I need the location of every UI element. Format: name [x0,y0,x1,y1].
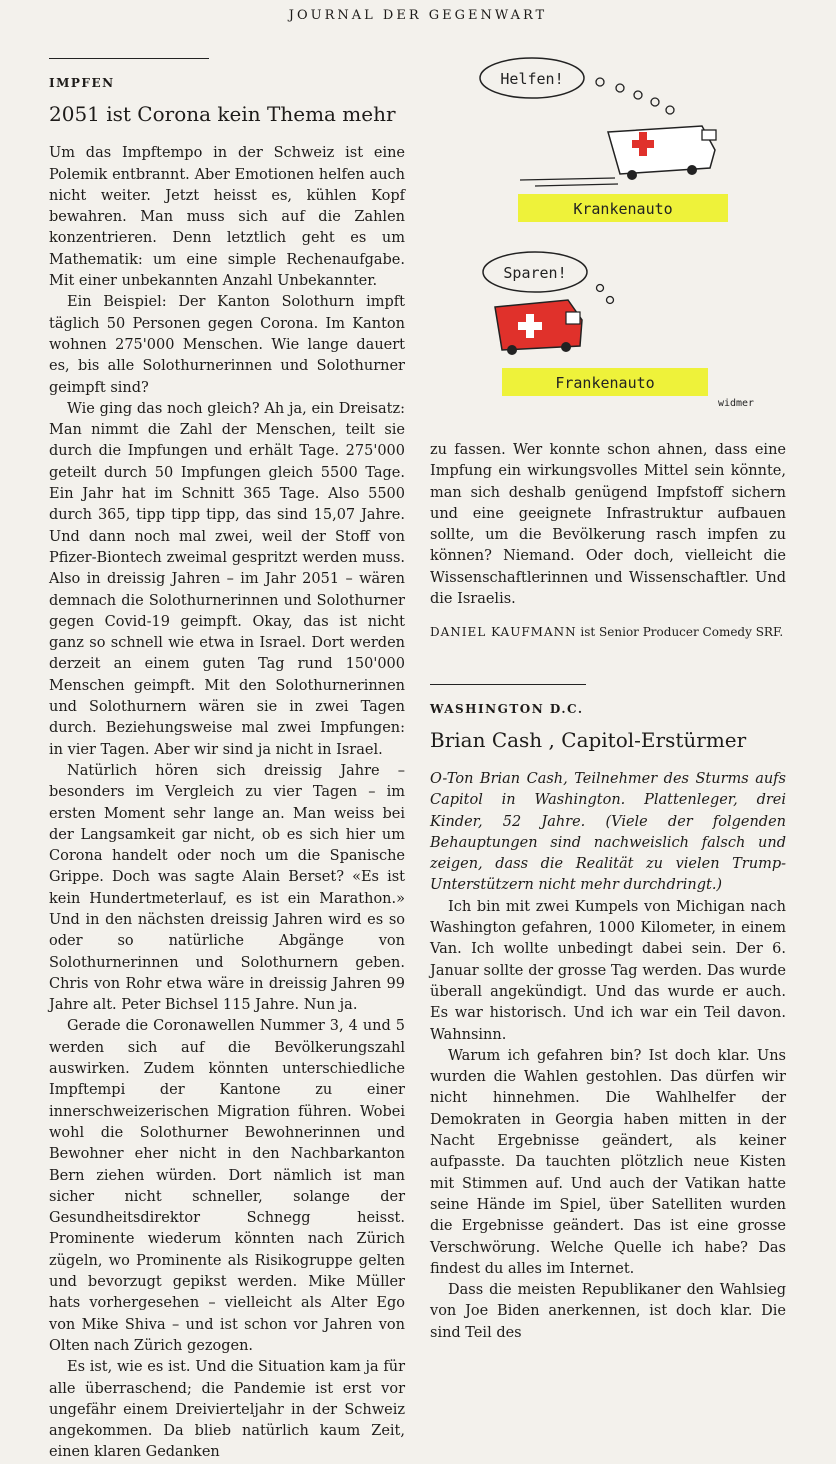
article-kicker: WASHINGTON D.C. [430,701,584,716]
paragraph: Ein Beispiel: Der Kanton Solothurn impft täglich 50 Personen gegen Corona. Im Kanton wohnen 275'000 Menschen. Wie lange dauert es, bis alle Solothurnerinnen und Solothurner geimpft sind? [49,294,405,396]
article-column-right [430,440,786,1344]
paragraph: Gerade die Coronawellen Nummer 3, 4 und 5 werden sich auf die Bevölkerungszahl auswirken. Zudem könnten unterschiedliche Impftempi der Kantone zu einer innerschweizerischen Migration führen. Wobei wohl die Solothurner Bewohnerinnen und Bewohner eher nicht in den Nachbarkanton Bern ziehen würden. Dort nämlich ist man sicher nicht schneller, solange der Gesundheitsdirektor Schnegg heisst. Prominente wiederum könnten nach Zürich zügeln, wo Prominente als Risikogruppe gelten und bevorzugt gepikst werden. Mike Müller hats vorhergesehen – vielleicht als Alter Ego von Mike Shiva – und ist schon vor Jahren von Olten nach Zürich gezogen. [49,1018,405,1354]
paragraph: Warum ich gefahren bin? Ist doch klar. Uns wurden die Wahlen gestohlen. Das dürfen wir nicht hinnehmen. Die Wahlhelfer der Demokraten in Georgia haben mitten in der Nacht Ergebnisse geändert, als keiner aufpasste. Da tauchten plötzlich neue Kisten mit Stimmen auf. Und auch der Vatikan hatte seine Hände im Spiel, über Satelliten wurden die Ergebnisse geändert. Das ist eine grosse Verschwörung. Welche Quelle ich habe? Das findest du alles im Internet. [430,1047,786,1277]
swiss-car-drawing [495,300,582,355]
journal-header: JOURNAL DER GEGENWART [288,8,548,23]
label-krankenauto: Krankenauto [573,200,673,218]
author-line [430,622,786,643]
bubble-sparen-text: Sparen! [503,264,567,282]
paragraph: Es ist, wie es ist. Und die Situation kam ja für alle überraschend; die Pandemie ist erst vor ungefähr einem Dreivierteljahr in der Schweiz angekommen. Da blieb natürlich kaum Zeit, einen klaren Gedanken [49,1359,405,1461]
section-rule [49,58,209,59]
paragraph: Wie ging das noch gleich? Ah ja, ein Dreisatz: Man nimmt die Zahl der Menschen, teilt sie durch die Impfungen und erhält Tage. 275'000 geteilt durch 50 Impfungen gleich 5500 Tage. Ein Jahr hat im Schnitt 365 Tage. Also 5500 durch 365, tipp tipp tipp, das sind 15,07 Jahre. Und dann noch mal zwei, weil der Stoff von Pfizer-Biontech zweimal gespritzt werden muss. Also in dreissig Jahren – im Jahr 2051 – wären demnach die Solothurnerinnen und Solothurner gegen Covid-19 geimpft. Okay, das ist nicht ganz so schnell wie etwa in Israel. Dort werden derzeit an einem guten Tag rund 150'000 Menschen geimpft. Mit den Solothurnerinnen und Solothurnern wären sie in zwei Tagen durch. Beziehungsweise mal zwei Impfungen: in vier Tagen. Aber wir sind ja nicht in Israel. [49,400,405,758]
article-headline: Brian Cash , Capitol-Erstürmer [430,727,747,752]
paragraph-continuation: zu fassen. Wer konnte schon ahnen, dass eine Impfung ein wirkungsvolles Mittel sein könnte, man sich deshalb genügend Impfstoff sichern und eine geeignete Infrastruktur aufbauen sollte, um die Bevölkerung rasch impfen zu können? Niemand. Oder doch, vielleicht die Wissenschaftlerinnen und Wissenschaftler. Und die Israelis. [430,442,786,608]
author-role: ist Senior Producer Comedy SRF. [576,625,784,640]
article-intro: O-Ton Brian Cash, Teilnehmer des Sturms aufs Capitol in Washington. Plattenleger, drei Kinder, 52 Jahre. (Viele der folgenden Behauptungen sind nachweislich falsch und zeigen, dass die Realität zu vielen Trump-Unterstützern nicht mehr durchdringt.) [430,770,786,894]
author-name: DANIEL KAUFMANN [430,625,577,640]
paragraph: Natürlich hören sich dreissig Jahre – besonders im Vergleich zu vier Tagen – im ersten Moment sehr lange an. Man weiss bei der Langsamkeit gar nicht, ob es sich hier um Corona handelt oder noch um die Spanische Grippe. Doch was sagte Alain Berset? «Es ist kein Hundertmeterlauf, es ist ein Marathon.» Und in den nächsten dreissig Jahren wird es so oder so natürliche Abgänge von Solothurnerinnen und Solothurnern geben. Chris von Rohr etwa wäre in dreissig Jahren 99 Jahre alt. Peter Bichsel 115 Jahre. Nun ja. [49,762,405,1014]
paragraph: Ich bin mit zwei Kumpels von Michigan nach Washington gefahren, 1000 Kilometer, in einem Van. Ich wollte unbedingt dabei sein. Der 6. Januar sollte der grosse Tag werden. Das wurde überall angekündigt. Und das wurde er auch. Es war historisch. Und ich war ein Teil davon. Wahnsinn. [430,898,786,1043]
paragraph: Um das Impftempo in der Schweiz ist eine Polemik entbrannt. Aber Emotionen helfen auch nicht weiter. Jetzt heisst es, kühlen Kopf bewahren. Man muss sich auf die Zahlen konzentrieren. Denn letztlich geht es um Mathematik: um eine simple Rechenaufgabe. Mit einer unbekannten Anzahl Unbekannter. [49,145,405,290]
paragraph: Dass die meisten Republikaner den Wahlsieg von Joe Biden anerkennen, ist doch klar. Die sind Teil des [430,1282,786,1341]
article-kicker: IMPFEN [49,76,115,90]
section-rule [430,684,586,685]
bubble-helfen-text: Helfen! [500,70,564,88]
cartoonist-signature: widmer [717,398,755,409]
ambulance-drawing [520,126,716,186]
article-headline: 2051 ist Corona kein Thema mehr [49,102,396,127]
article-impfen [49,58,405,1464]
cartoon-illustration [440,50,786,420]
label-frankenauto: Frankenauto [555,374,655,392]
